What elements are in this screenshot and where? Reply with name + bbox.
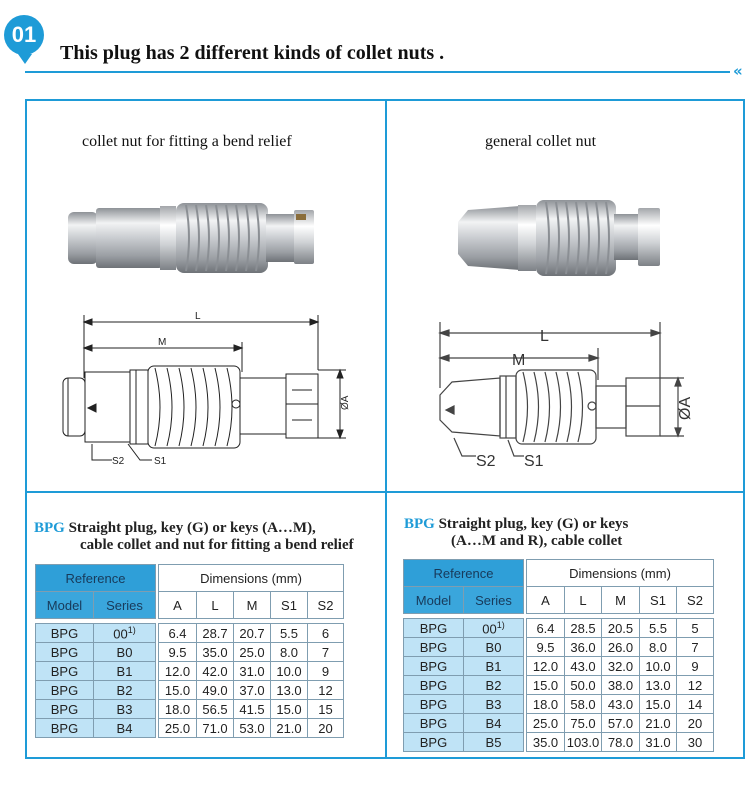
- cell-S2: [677, 657, 714, 676]
- cell-A: [159, 681, 197, 700]
- cell-L: [197, 643, 234, 662]
- cell-L-value: 49.0: [202, 682, 228, 698]
- left-table-title: [34, 520, 354, 554]
- cell-model-value: BPG: [419, 715, 448, 731]
- cell-S2: [308, 643, 344, 662]
- cell-S1-value: 8.0: [279, 644, 299, 660]
- cell-A: [527, 733, 565, 752]
- cell-series: [464, 676, 524, 695]
- cell-L-value: 28.5: [570, 620, 596, 636]
- cell-M: [602, 676, 640, 695]
- cell-series: [464, 733, 524, 752]
- cell-A-value: 6.4: [536, 620, 555, 636]
- cell-S1: [271, 662, 308, 681]
- cell-series: [94, 681, 156, 700]
- right-dim-M-label: M: [512, 352, 526, 369]
- cell-L: [565, 733, 602, 752]
- cell-series: [94, 624, 156, 643]
- cell-series-value: B4: [485, 715, 502, 731]
- cell-M: [602, 714, 640, 733]
- cell-series: [464, 714, 524, 733]
- cell-S2-value: 6: [321, 625, 330, 641]
- col-model-header: Model: [404, 587, 464, 614]
- table-row: [36, 719, 344, 738]
- cell-S1: [640, 638, 677, 657]
- cell-L: [197, 624, 234, 643]
- cell-M: [602, 638, 640, 657]
- cell-M-value: 20.7: [239, 625, 265, 641]
- cell-S2-value: 20: [687, 715, 703, 731]
- cell-model: [36, 681, 94, 700]
- cell-A-value: 35.0: [532, 734, 559, 750]
- cell-S2: [677, 695, 714, 714]
- cell-M-value: 25.0: [239, 644, 265, 660]
- cell-S2-value: 20: [318, 720, 333, 736]
- cell-S2-value: 7: [321, 644, 330, 660]
- cell-M-value: 38.0: [607, 677, 634, 693]
- cell-model: [36, 700, 94, 719]
- cell-series: [94, 643, 156, 662]
- left-dim-S1-label: S1: [154, 456, 167, 467]
- cell-model-value: BPG: [419, 658, 448, 674]
- cell-L-value: 56.5: [202, 701, 228, 717]
- cell-A-value: 15.0: [164, 682, 191, 698]
- cell-A-value: 25.0: [164, 720, 191, 736]
- section-number-badge: 01: [4, 15, 44, 55]
- col-series-header: Series: [94, 592, 156, 619]
- cell-L: [565, 619, 602, 638]
- col-A-header: A: [527, 587, 565, 614]
- reference-header: Reference: [404, 560, 524, 587]
- table-row: [404, 714, 714, 733]
- cell-model-value: BPG: [50, 663, 79, 679]
- cell-series: [94, 700, 156, 719]
- cell-M: [602, 733, 640, 752]
- cell-S2-value: 12: [318, 682, 333, 698]
- cell-A-value: 15.0: [532, 677, 559, 693]
- cell-M-value: 37.0: [239, 682, 265, 698]
- cell-A: [527, 714, 565, 733]
- cell-M-value: 57.0: [607, 715, 634, 731]
- cell-M: [234, 643, 271, 662]
- right-dimensions-table: [403, 559, 714, 752]
- cell-series: [464, 695, 524, 714]
- cell-S1: [271, 700, 308, 719]
- cell-S1-value: 31.0: [645, 734, 671, 750]
- cell-series-value: B0: [116, 644, 133, 660]
- cell-model-value: BPG: [50, 682, 79, 698]
- table-row: [404, 733, 714, 752]
- cell-model: [404, 676, 464, 695]
- cell-series-value: B3: [116, 701, 133, 717]
- col-L-header: L: [565, 587, 602, 614]
- cell-series-value: B2: [485, 677, 502, 693]
- cell-M-value: 20.5: [607, 620, 634, 636]
- cell-A-value: 9.5: [536, 639, 555, 655]
- cell-model: [36, 719, 94, 738]
- cell-S2: [308, 719, 344, 738]
- cell-series-value: 00: [113, 626, 128, 642]
- cell-S2-value: 15: [318, 701, 333, 717]
- cell-L: [565, 695, 602, 714]
- col-model-header: Model: [36, 592, 94, 619]
- cell-A: [527, 676, 565, 695]
- footnote-marker: 1): [496, 619, 505, 630]
- cell-L-value: 103.0: [566, 734, 600, 750]
- double-chevron-left-icon: «: [733, 62, 743, 80]
- right-table-title-line2: (A…M and R), cable collet: [451, 533, 623, 549]
- cell-model-value: BPG: [419, 620, 448, 636]
- cell-M: [234, 624, 271, 643]
- cell-series-value: B4: [116, 720, 133, 736]
- cell-A: [527, 619, 565, 638]
- cell-S2: [677, 619, 714, 638]
- cell-S2-value: 12: [687, 677, 703, 693]
- cell-M-value: 78.0: [607, 734, 634, 750]
- cell-L: [565, 676, 602, 695]
- right-table-code: BPG: [404, 516, 435, 532]
- cell-S1-value: 21.0: [276, 720, 302, 736]
- col-M-header: M: [234, 592, 271, 619]
- cell-series: [94, 719, 156, 738]
- right-dim-S2-label: S2: [476, 453, 496, 470]
- cell-A: [159, 719, 197, 738]
- cell-series-value: B1: [116, 663, 133, 679]
- cell-S1: [271, 624, 308, 643]
- cell-S1-value: 10.0: [645, 658, 671, 674]
- cell-model-value: BPG: [50, 720, 79, 736]
- table-row: [36, 643, 344, 662]
- right-dim-A-label: ØA: [677, 396, 694, 420]
- cell-model: [404, 619, 464, 638]
- cell-model-value: BPG: [50, 625, 79, 641]
- cell-L-value: 36.0: [570, 639, 596, 655]
- cell-model: [36, 624, 94, 643]
- cell-S1-value: 10.0: [276, 663, 302, 679]
- cell-A-value: 18.0: [532, 696, 559, 712]
- right-dim-L-label: L: [540, 328, 549, 345]
- cell-S2-value: 7: [691, 639, 699, 655]
- table-row: [404, 657, 714, 676]
- cell-L-value: 42.0: [202, 663, 228, 679]
- cell-S2-value: 5: [691, 620, 699, 636]
- left-dim-L-label: L: [195, 311, 201, 322]
- table-row: [36, 662, 344, 681]
- cell-M-value: 26.0: [607, 639, 634, 655]
- cell-model-value: BPG: [50, 644, 79, 660]
- cell-S1: [271, 719, 308, 738]
- cell-A-value: 18.0: [164, 701, 191, 717]
- cell-A: [527, 638, 565, 657]
- cell-M: [602, 657, 640, 676]
- cell-L-value: 28.7: [202, 625, 228, 641]
- page-title: This plug has 2 different kinds of collet nuts .: [60, 42, 445, 64]
- left-dim-S2-label: S2: [112, 456, 125, 467]
- cell-series-value: B2: [116, 682, 133, 698]
- cell-S2-value: 14: [687, 696, 703, 712]
- cell-A-value: 12.0: [164, 663, 191, 679]
- left-table-code: BPG: [34, 520, 65, 536]
- col-S1-header: S1: [271, 592, 308, 619]
- cell-L: [197, 719, 234, 738]
- cell-model: [404, 695, 464, 714]
- cell-S2: [677, 676, 714, 695]
- cell-series-value: B1: [485, 658, 502, 674]
- cell-S1-value: 5.5: [648, 620, 668, 636]
- cell-M-value: 41.5: [239, 701, 265, 717]
- cell-series: [464, 619, 524, 638]
- col-S2-header: S2: [308, 592, 344, 619]
- cell-model-value: BPG: [419, 696, 448, 712]
- cell-model-value: BPG: [419, 734, 448, 750]
- cell-M-value: 31.0: [239, 663, 265, 679]
- cell-M: [602, 619, 640, 638]
- bend-relief-plug-drawing: [63, 315, 346, 460]
- left-dim-A-label: ØA: [340, 395, 351, 410]
- cell-series: [94, 662, 156, 681]
- cell-S1-value: 21.0: [645, 715, 671, 731]
- cell-S2: [677, 714, 714, 733]
- cell-A-value: 25.0: [532, 715, 559, 731]
- cell-A: [527, 657, 565, 676]
- cell-S2: [677, 638, 714, 657]
- left-dimensions-table: [35, 564, 344, 738]
- cell-S1: [271, 643, 308, 662]
- cell-model: [36, 662, 94, 681]
- cell-model: [404, 733, 464, 752]
- cell-L: [197, 662, 234, 681]
- cell-A: [527, 695, 565, 714]
- cell-S1: [640, 657, 677, 676]
- cell-L-value: 75.0: [570, 715, 596, 731]
- cell-L-value: 71.0: [202, 720, 228, 736]
- cell-model-value: BPG: [50, 701, 79, 717]
- cell-S1-value: 13.0: [645, 677, 671, 693]
- cell-S1-value: 15.0: [276, 701, 302, 717]
- left-table-title-line2: cable collet and nut for fitting a bend relief: [80, 537, 354, 553]
- right-panel-caption: general collet nut: [485, 133, 597, 150]
- cell-A-value: 9.5: [168, 644, 187, 660]
- table-row: [36, 700, 344, 719]
- cell-M: [234, 662, 271, 681]
- table-row: [404, 638, 714, 657]
- left-table-title-line1: Straight plug, key (G) or keys (A…M),: [64, 520, 316, 536]
- cell-S1: [640, 676, 677, 695]
- cell-S2: [308, 624, 344, 643]
- cell-M-value: 53.0: [239, 720, 265, 736]
- cell-A: [159, 662, 197, 681]
- cell-A: [159, 643, 197, 662]
- cell-L-value: 58.0: [570, 696, 596, 712]
- footnote-marker: 1): [127, 624, 136, 635]
- table-row: [36, 681, 344, 700]
- cell-A: [159, 624, 197, 643]
- bend-relief-plug-photo: [68, 203, 314, 273]
- cell-M: [234, 681, 271, 700]
- cell-M-value: 43.0: [607, 696, 634, 712]
- cell-M: [234, 700, 271, 719]
- cell-L: [565, 638, 602, 657]
- cell-S2: [308, 700, 344, 719]
- cell-M: [602, 695, 640, 714]
- cell-L-value: 50.0: [570, 677, 596, 693]
- cell-model: [404, 657, 464, 676]
- cell-A: [159, 700, 197, 719]
- cell-L-value: 43.0: [570, 658, 596, 674]
- right-dim-S1-label: S1: [524, 453, 544, 470]
- reference-header: Reference: [36, 565, 156, 592]
- col-A-header: A: [159, 592, 197, 619]
- cell-M-value: 32.0: [607, 658, 634, 674]
- cell-model: [404, 714, 464, 733]
- cell-L: [197, 681, 234, 700]
- general-collet-plug-drawing: [440, 322, 684, 456]
- cell-S1-value: 13.0: [276, 682, 302, 698]
- col-series-header: Series: [464, 587, 524, 614]
- cell-S1-value: 8.0: [648, 639, 668, 655]
- cell-L-value: 35.0: [202, 644, 228, 660]
- cell-S1: [271, 681, 308, 700]
- table-row: [36, 624, 344, 643]
- cell-series-value: B0: [485, 639, 502, 655]
- cell-M: [234, 719, 271, 738]
- cell-A-value: 12.0: [532, 658, 559, 674]
- right-table-title-line1: Straight plug, key (G) or keys: [434, 516, 629, 532]
- cell-S2: [677, 733, 714, 752]
- left-panel-caption: collet nut for fitting a bend relief: [82, 133, 292, 150]
- cell-series-value: B5: [485, 734, 502, 750]
- cell-S1: [640, 695, 677, 714]
- cell-L: [197, 700, 234, 719]
- cell-S1-value: 5.5: [279, 625, 299, 641]
- dimensions-header: Dimensions (mm): [527, 560, 714, 587]
- cell-series-value: 00: [482, 621, 497, 637]
- cell-L: [565, 657, 602, 676]
- right-table-title: [404, 516, 628, 550]
- table-row: [404, 676, 714, 695]
- table-row: [404, 695, 714, 714]
- col-M-header: M: [602, 587, 640, 614]
- cell-model-value: BPG: [419, 677, 448, 693]
- left-dim-M-label: M: [158, 337, 167, 348]
- cell-model: [404, 638, 464, 657]
- cell-S1: [640, 714, 677, 733]
- cell-series: [464, 657, 524, 676]
- col-L-header: L: [197, 592, 234, 619]
- cell-series-value: B3: [485, 696, 502, 712]
- cell-S2: [308, 681, 344, 700]
- cell-A-value: 6.4: [168, 625, 187, 641]
- cell-S1: [640, 619, 677, 638]
- table-row: [404, 619, 714, 638]
- cell-S2-value: 9: [321, 663, 330, 679]
- cell-S2: [308, 662, 344, 681]
- cell-S1-value: 15.0: [645, 696, 671, 712]
- cell-series: [464, 638, 524, 657]
- cell-S1: [640, 733, 677, 752]
- col-S2-header: S2: [677, 587, 714, 614]
- dimensions-header: Dimensions (mm): [159, 565, 344, 592]
- col-S1-header: S1: [640, 587, 677, 614]
- cell-model: [36, 643, 94, 662]
- cell-L: [565, 714, 602, 733]
- cell-S2-value: 9: [691, 658, 699, 674]
- cell-model-value: BPG: [419, 639, 448, 655]
- cell-S2-value: 30: [687, 734, 703, 750]
- general-collet-plug-photo: [458, 200, 660, 276]
